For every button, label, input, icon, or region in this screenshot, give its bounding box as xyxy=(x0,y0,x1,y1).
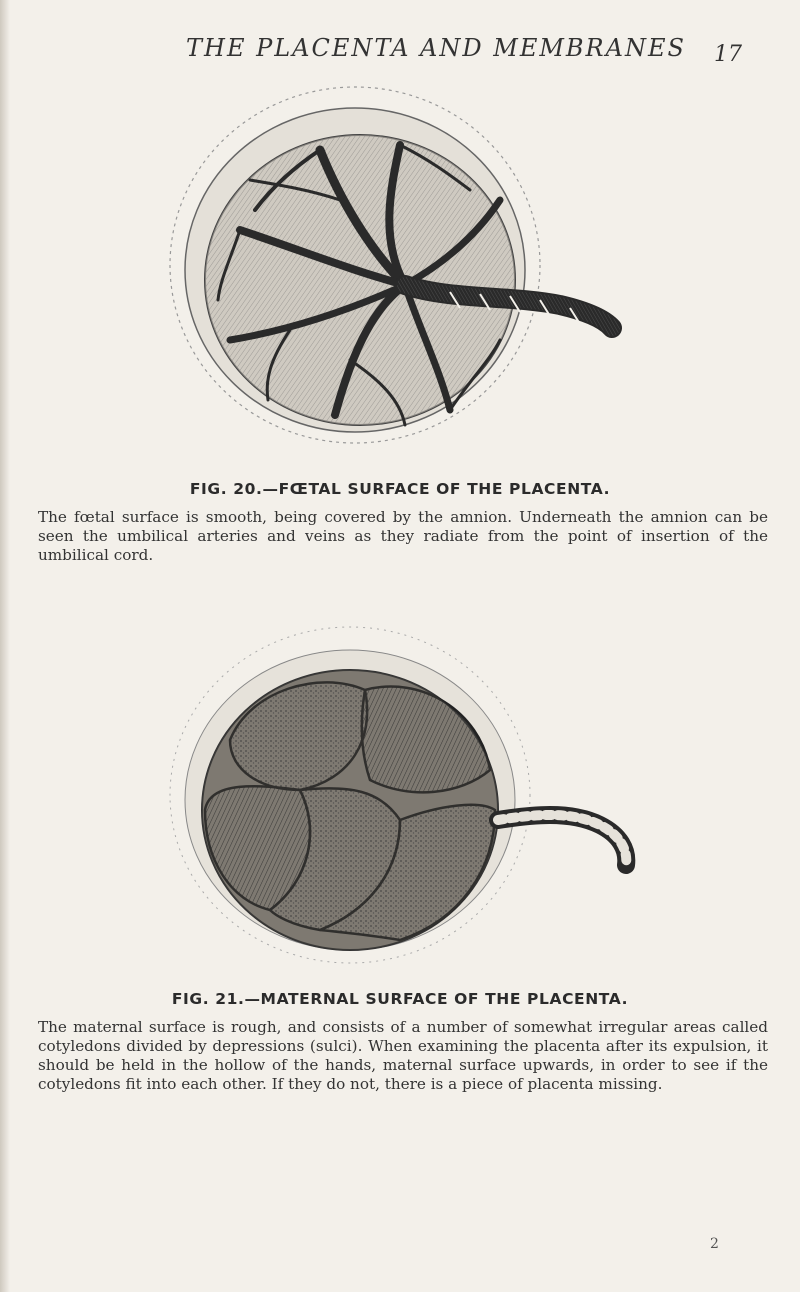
figure-20-description: The fœtal surface is smooth, being covered by the amnion. Underneath the amnion can be seen the umbilical arteries and veins as they radiate from the point of insertion of the umbilical cord. xyxy=(38,508,768,564)
page-number: 17 xyxy=(714,42,742,67)
figure-21-caption: FIG. 21.—MATERNAL SURFACE OF THE PLACENTA. xyxy=(171,990,629,1008)
running-head xyxy=(0,30,800,70)
figure-20-caption: FIG. 20.—FŒTAL SURFACE OF THE PLACENTA. xyxy=(189,480,611,498)
figure-21-description: The maternal surface is rough, and consists of a number of somewhat irregular areas called cotyledons divided by depressions (sulci). When examining the placenta after its expulsion, it should be held in the hollow of the hands, maternal surface upwards, in order to see if the cotyledons fit into each other. If they do not, there is a piece of placenta missing. xyxy=(38,1018,768,1093)
fetal-surface-drawing xyxy=(150,80,630,470)
signature-mark: 2 xyxy=(710,1236,719,1252)
maternal-surface-illustration xyxy=(150,620,650,980)
fetal-surface-illustration xyxy=(150,80,630,470)
page-edge-shadow xyxy=(0,0,10,1292)
maternal-surface-drawing xyxy=(150,620,650,980)
running-title: THE PLACENTA AND MEMBRANES xyxy=(186,34,686,62)
